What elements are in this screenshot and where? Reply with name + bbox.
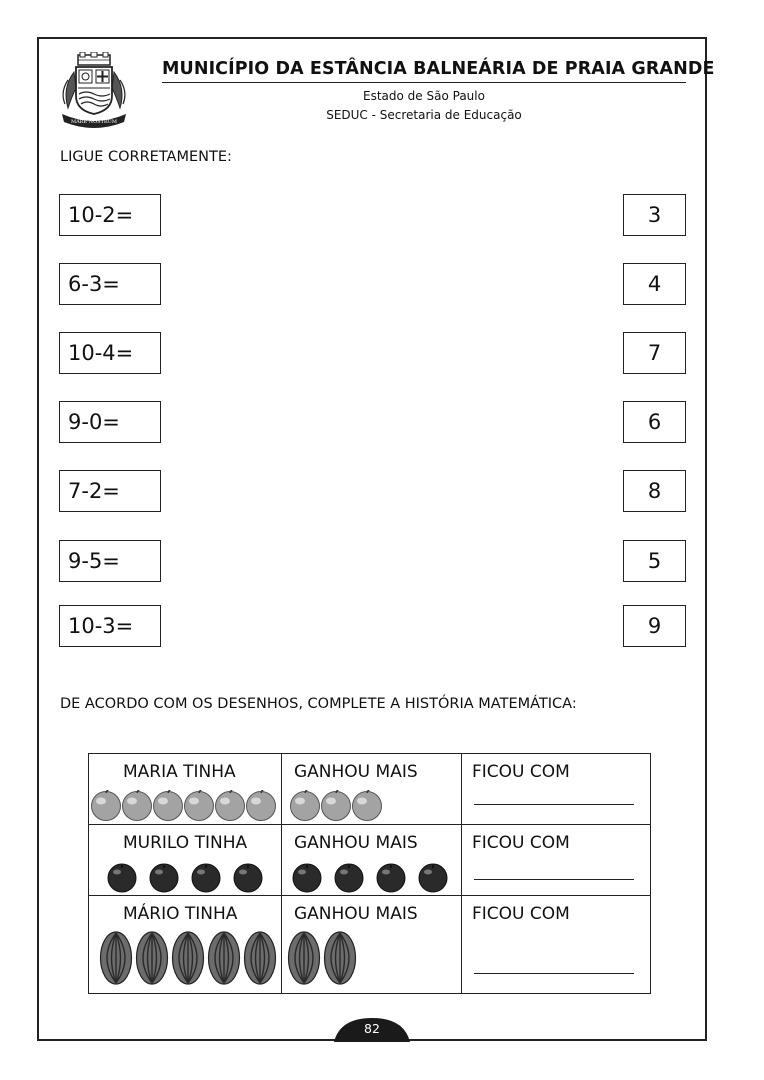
result-label: FICOU COM (472, 762, 570, 782)
gained-label: GANHOU MAIS (294, 762, 418, 782)
apple-icon (123, 790, 152, 821)
gained-cell (282, 825, 462, 896)
dark-fruit-icon (234, 864, 262, 892)
dark-fruit-icon (419, 864, 447, 892)
answer-box: 6 (623, 401, 686, 443)
result-label: FICOU COM (472, 904, 570, 924)
apple-icon (185, 790, 214, 821)
equation-box: 10-4= (59, 332, 161, 374)
apple-icon (353, 790, 382, 821)
answer-blank-line[interactable] (474, 804, 634, 805)
gained-cell (282, 754, 462, 825)
result-label: FICOU COM (472, 833, 570, 853)
gained-label: GANHOU MAIS (294, 904, 418, 924)
gained-label: GANHOU MAIS (294, 833, 418, 853)
dark-fruit-group (292, 863, 462, 893)
watermelon-group (99, 930, 281, 986)
equation-box: 9-0= (59, 401, 161, 443)
state-subtitle: Estado de São Paulo (363, 89, 485, 103)
apple-icon (216, 790, 245, 821)
dark-fruit-group (107, 863, 277, 893)
watermelon-icon (173, 932, 204, 984)
watermelon-icon (245, 932, 276, 984)
watermelon-icon (101, 932, 132, 984)
result-cell (462, 896, 651, 994)
watermelon-icon (289, 932, 320, 984)
title-divider (162, 82, 686, 83)
dark-fruit-icon (335, 864, 363, 892)
watermelon-icon (137, 932, 168, 984)
answer-box: 5 (623, 540, 686, 582)
had-cell (89, 896, 282, 994)
dark-fruit-icon (377, 864, 405, 892)
answer-box: 3 (623, 194, 686, 236)
apple-group (290, 790, 460, 822)
equation-box: 9-5= (59, 540, 161, 582)
gained-cell (282, 896, 462, 994)
equation-box: 10-3= (59, 605, 161, 647)
crest-motto: MARE NOSTRUM (70, 119, 118, 125)
answer-blank-line[interactable] (474, 973, 634, 974)
had-cell (89, 825, 282, 896)
apple-icon (247, 790, 276, 821)
apple-icon (154, 790, 183, 821)
watermelon-icon (209, 932, 240, 984)
had-label: MÁRIO TINHA (123, 904, 238, 924)
department-subtitle: SEDUC - Secretaria de Educação (326, 108, 522, 122)
crest-icon (60, 52, 128, 128)
answer-box: 4 (623, 263, 686, 305)
apple-icon (92, 790, 121, 821)
result-cell (462, 825, 651, 896)
answer-blank-line[interactable] (474, 879, 634, 880)
dark-fruit-icon (108, 864, 136, 892)
dark-fruit-icon (150, 864, 178, 892)
exercise2-instruction: DE ACORDO COM OS DESENHOS, COMPLETE A HISTÓRIA MATEMÁTICA: (60, 696, 577, 712)
apple-icon (322, 790, 351, 821)
equation-box: 10-2= (59, 194, 161, 236)
had-label: MARIA TINHA (123, 762, 236, 782)
answer-box: 9 (623, 605, 686, 647)
apple-icon (291, 790, 320, 821)
watermelon-group (287, 930, 377, 986)
math-story-table (88, 753, 651, 994)
dark-fruit-icon (293, 864, 321, 892)
table-row (89, 825, 651, 896)
page-title: MUNICÍPIO DA ESTÂNCIA BALNEÁRIA DE PRAIA GRANDE (162, 59, 715, 79)
answer-box: 8 (623, 470, 686, 512)
table-row (89, 896, 651, 994)
watermelon-icon (325, 932, 356, 984)
dark-fruit-icon (192, 864, 220, 892)
had-cell (89, 754, 282, 825)
result-cell (462, 754, 651, 825)
had-label: MURILO TINHA (123, 833, 248, 853)
answer-box: 7 (623, 332, 686, 374)
equation-box: 7-2= (59, 470, 161, 512)
table-row (89, 754, 651, 825)
exercise1-instruction: LIGUE CORRETAMENTE: (60, 149, 232, 165)
equation-box: 6-3= (59, 263, 161, 305)
apple-group (91, 790, 281, 822)
page-number: 82 (364, 1021, 380, 1036)
